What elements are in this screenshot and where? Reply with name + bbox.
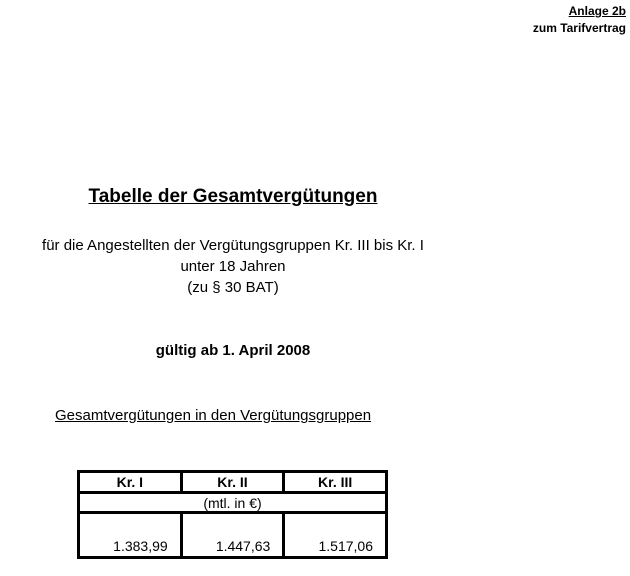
column-header: Kr. II bbox=[181, 472, 284, 493]
salary-table bbox=[77, 470, 388, 559]
value-cell: 1.447,63 bbox=[181, 513, 284, 558]
value-cell: 1.383,99 bbox=[79, 513, 182, 558]
unit-label: (mtl. in €) bbox=[79, 493, 387, 513]
subtitle-line: unter 18 Jahren bbox=[180, 258, 286, 275]
section-heading: Gesamtvergütungen in den Vergütungsgruppen bbox=[55, 407, 372, 424]
value-cell: 1.517,06 bbox=[284, 513, 387, 558]
annex-label: Anlage 2b bbox=[568, 4, 626, 18]
document-title: Tabelle der Gesamtvergütungen bbox=[88, 186, 378, 207]
subtitle-line: (zu § 30 BAT) bbox=[187, 279, 279, 296]
table-row bbox=[79, 513, 387, 558]
validity-date: gültig ab 1. April 2008 bbox=[155, 342, 311, 359]
column-header: Kr. III bbox=[284, 472, 387, 493]
subtitle bbox=[0, 235, 466, 298]
annex-reference: zum Tarifvertrag bbox=[532, 21, 626, 35]
unit-row bbox=[79, 493, 387, 513]
column-header: Kr. I bbox=[79, 472, 182, 493]
subtitle-line: für die Angestellten der Vergütungsgruppen Kr. III bis Kr. I bbox=[42, 237, 424, 254]
table-header-row bbox=[79, 472, 387, 493]
